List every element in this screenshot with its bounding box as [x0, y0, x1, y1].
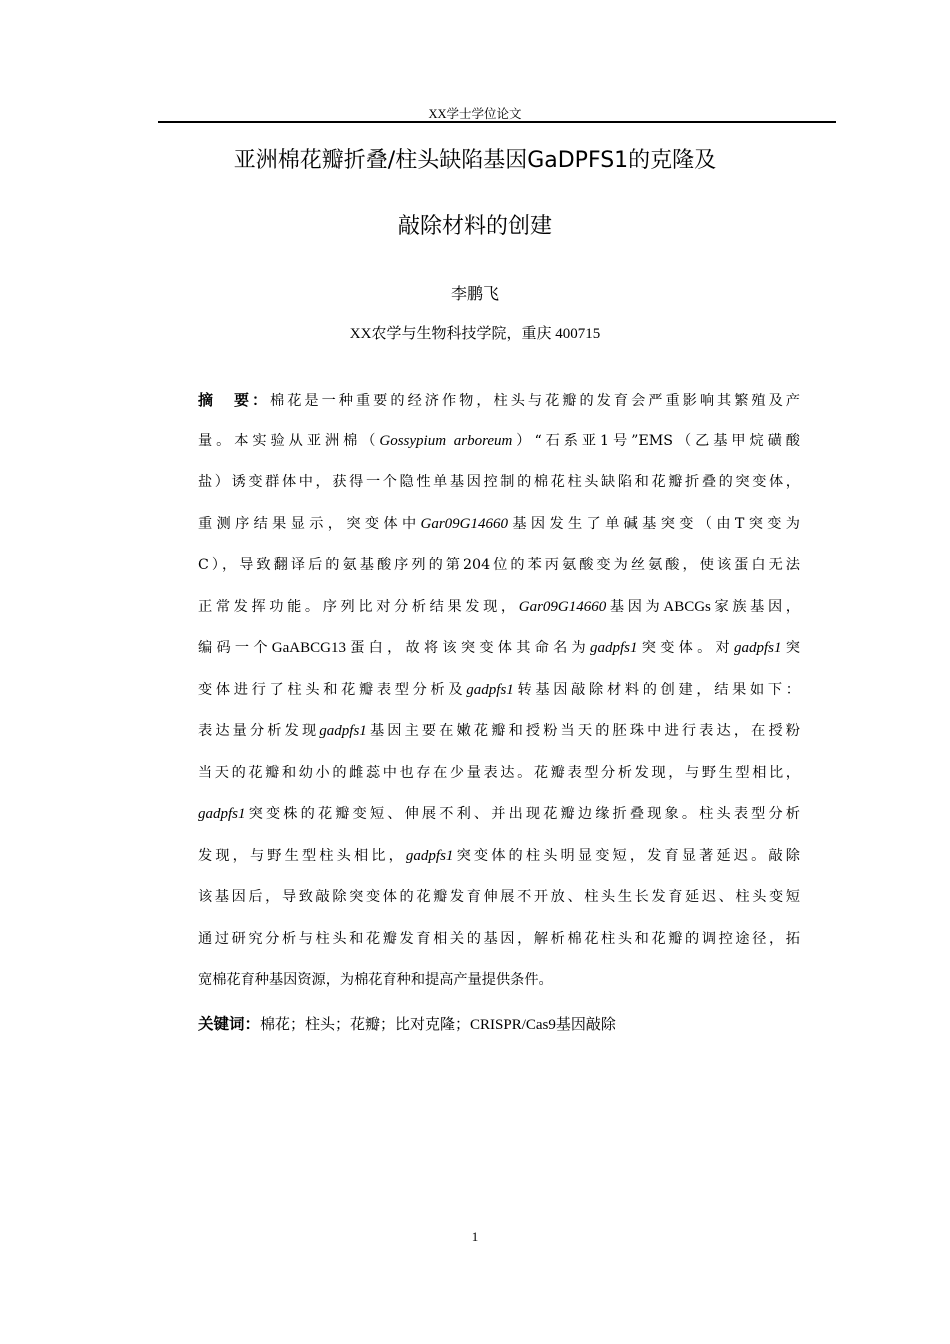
abstract-line: 通过研究分析与柱头和花瓣发育相关的基因，解析棉花柱头和花瓣的调控途径，拓	[198, 931, 800, 947]
running-header: XX学士学位论文	[428, 107, 522, 121]
keywords-text: 棉花；柱头；花瓣；比对克隆；CRISPR/Cas9基因敲除	[260, 1017, 616, 1033]
abstract-line: 该基因后，导致敲除突变体的花瓣发育伸展不开放、柱头生长发育延迟、柱头变短	[198, 889, 800, 905]
header-rule	[158, 121, 836, 123]
abstract-line: 编码一个GaABCG13蛋白，故将该突变体其命名为gadpfs1突变体。对gadpfs1突	[198, 640, 800, 656]
abstract-label: 摘 要：	[198, 391, 271, 409]
author-affiliation: XX农学与生物科技学院，重庆 400715	[349, 326, 601, 342]
paper-title-line-1: 亚洲棉花瓣折叠/柱头缺陷基因GaDPFS1的克隆及	[233, 148, 717, 173]
abstract-line: 正常发挥功能。序列比对分析结果发现，Gar09G14660基因为ABCGs家族基因，	[198, 599, 800, 615]
abstract-line: 摘 要：棉花是一种重要的经济作物，柱头与花瓣的发育会严重影响其繁殖及产	[198, 391, 800, 409]
author-name: 李鹏飞	[450, 284, 499, 303]
keywords	[198, 1012, 616, 1034]
mutant-name: gadpfs1	[198, 806, 246, 822]
mutant-name: gadpfs1	[319, 723, 367, 739]
abstract-line: 量。本实验从亚洲棉（Gossypium arboreum）“石系亚1号”EMS（乙基甲烷磺酸	[198, 433, 800, 449]
mutant-name: gadpfs1	[734, 640, 782, 656]
abstract-line: 盐）诱变群体中，获得一个隐性单基因控制的棉花柱头缺陷和花瓣折叠的突变体，	[198, 474, 800, 490]
mutant-name: gadpfs1	[405, 848, 454, 864]
abstract-line: C），导致翻译后的氨基酸序列的第204位的苯丙氨酸变为丝氨酸，使该蛋白无法	[198, 557, 800, 573]
abstract-line: gadpfs1突变株的花瓣变短、伸展不利、并出现花瓣边缘折叠现象。柱头表型分析	[198, 806, 800, 822]
abstract-line: 重测序结果显示，突变体中Gar09G14660基因发生了单碱基突变（由T突变为	[198, 516, 800, 532]
mutant-name: gadpfs1	[466, 682, 514, 698]
gene-id: Gar09G14660	[518, 599, 607, 615]
page-number: 1	[471, 1229, 479, 1244]
abstract-line: 宽棉花育种基因资源，为棉花育种和提高产量提供条件。	[198, 972, 553, 988]
abstract-line: 表达量分析发现gadpfs1基因主要在嫩花瓣和授粉当天的胚珠中进行表达，在授粉	[198, 723, 800, 739]
mutant-name: gadpfs1	[590, 640, 638, 656]
paper-title-line-2: 敲除材料的创建	[397, 214, 552, 239]
abstract-line: 变体进行了柱头和花瓣表型分析及gadpfs1转基因敲除材料的创建，结果如下：	[198, 682, 800, 698]
abstract-line: 当天的花瓣和幼小的雌蕊中也存在少量表达。花瓣表型分析发现，与野生型相比，	[198, 765, 800, 781]
gene-id: Gar09G14660	[420, 516, 509, 532]
abstract-line: 发现，与野生型柱头相比，gadpfs1突变体的柱头明显变短，发育显著延迟。敲除	[198, 848, 800, 864]
species-name: Gossypium arboreum	[379, 433, 513, 449]
keywords-label: 关键词：	[198, 1015, 261, 1033]
